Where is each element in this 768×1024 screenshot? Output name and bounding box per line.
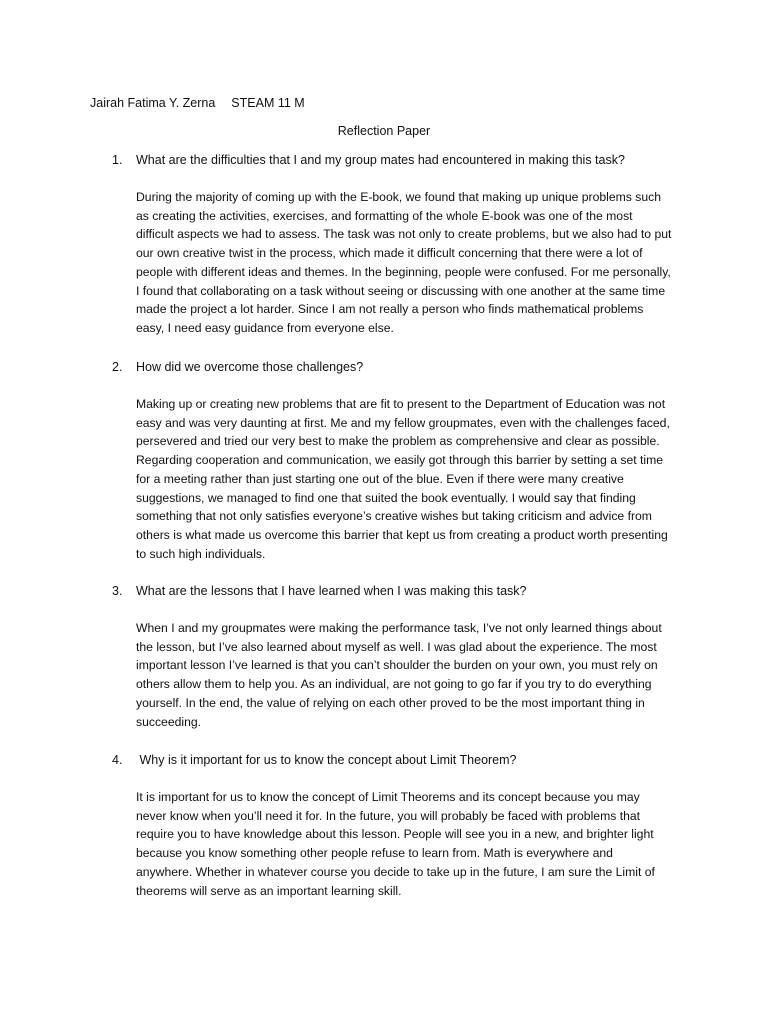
- question-3: [112, 582, 672, 601]
- answer-3: When I and my groupmates were making the performance task, I’ve not only learned things about the lesson, but I’ve also learned about myself as well. I was glad about the experience. The most important lesson I’ve learned is that you can’t shoulder the burden on your own, you must rely on others allow them to help you. As an individual, are not going to go far if you try to do everything yourself. In the end, the value of relying on each other proved to be the most important thing in succeeding.: [136, 621, 662, 729]
- document-title: Reflection Paper: [337, 124, 431, 138]
- answer-2: Making up or creating new problems that are fit to present to the Department of Education was not easy and was very daunting at first. Me and my fellow groupmates, even with the challenges faced, persevered and tried our very best to make the problem as comprehensive and clear as possible. Regarding cooperation and communication, we easily got through this barrier by setting a set time for a meeting rather than just starting one out of the blue. Even if there were many creative suggestions, we managed to find one that suited the book eventually. I would say that finding something that not only satisfies everyone’s creative wishes but taking criticism and advice from others is what made us overcome this barrier that kept us from creating a product worth presenting to such high individuals.: [136, 397, 670, 561]
- answer-1: During the majority of coming up with the E-book, we found that making up unique problems such as creating the activities, exercises, and formatting of the whole E-book was one of the most difficult aspects we had to assess. The task was not only to create problems, but we also had to put our own creative twist in the process, which made it difficult concerning that there were a lot of people with different ideas and themes. In the beginning, people were confused. For me personally, I found that collaborating on a task without seeing or discussing with one another at the same time made the project a lot harder. Since I am not really a person who finds mathematical problems easy, I need easy guidance from everyone else.: [136, 190, 672, 335]
- question-2: [112, 358, 672, 377]
- question-text: How did we overcome those challenges?: [136, 360, 364, 374]
- question-number: 3.: [112, 584, 123, 598]
- class-section: STEAM 11 M: [231, 96, 305, 110]
- question-text: What are the lessons that I have learned when I was making this task?: [136, 584, 527, 598]
- answer-4: It is important for us to know the concept of Limit Theorems and its concept because you may never know when you’ll need it for. In the future, you will probably be faced with problems that require you to have knowledge about this lesson. People will see you in a new, and brighter light because you know something other people refuse to learn from. Math is everywhere and anywhere. Whether in whatever course you decide to take up in the future, I am sure the Limit of theorems will serve as an important learning skill.: [136, 790, 655, 898]
- question-4: [112, 751, 672, 770]
- author-name: Jairah Fatima Y. Zerna: [90, 96, 216, 110]
- question-number: 1.: [112, 153, 123, 167]
- question-text: What are the difficulties that I and my group mates had encountered in making this task?: [136, 153, 625, 167]
- question-1: [112, 151, 672, 170]
- author-header: [90, 94, 305, 112]
- question-number: 4.: [112, 753, 123, 767]
- question-text: Why is it important for us to know the concept about Limit Theorem?: [136, 753, 517, 767]
- question-number: 2.: [112, 360, 123, 374]
